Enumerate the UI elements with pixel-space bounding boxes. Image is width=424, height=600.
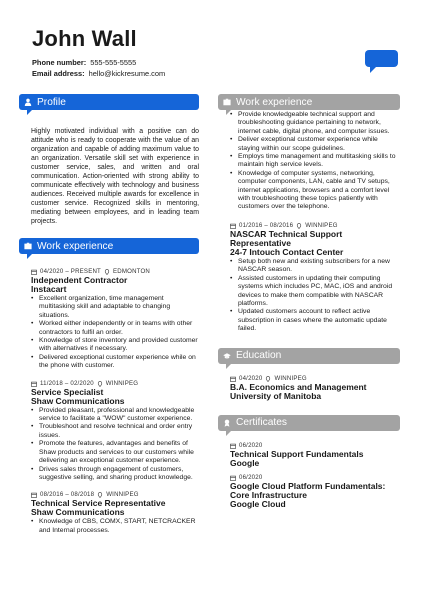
job-company: Shaw Communications [31,395,125,406]
job-bullets [230,258,400,334]
certificate-entry [230,474,400,509]
list-item: • Worked either independently or in teams with other contractors to fulfil an order. [31,320,199,337]
job-title: Independent Contractor [31,275,128,285]
list-item: • Updated customers account to reflect active subscription in cases where the automatic update failed. [230,308,400,333]
job-location: WINNIPEG [305,221,338,229]
work-heading-right [218,94,400,110]
education-heading-label: Education [236,350,282,362]
list-item: • Employs time management and multitasking skills to maintain high service levels. [230,153,400,170]
list-item: • Knowledge of CBS, COMX, START, NETCRACKER and Internal processes. [31,518,199,535]
email-label: Email address: [32,69,85,78]
job-location: WINNIPEG [105,379,139,387]
certificates-heading [218,415,400,431]
work-heading-label: Work experience [37,240,114,252]
education-location: WINNIPEG [274,374,307,382]
briefcase-icon [24,242,32,250]
job-entry [31,491,199,535]
list-item: • Provide knowledgeable technical support and troubleshooting guidance pertaining to network, internet cable, digital phone, and computer issues. [230,111,400,136]
job-dates: 11/2018 – 02/2020 [40,379,94,387]
work-heading-left [19,238,199,254]
email-value: hello@kickresume.com [88,69,166,78]
list-item: • Knowledge of computer systems, networking, computer components, LAN, cable and TV setups, internet applications, browsers and a comfort level with troubleshooting these topics patiently with customers over the telephone. [230,170,400,212]
job-dates: 04/2020 – PRESENT [40,268,101,275]
list-item: • Deliver exceptional customer experience while staying within our scope guidelines. [230,136,400,153]
list-item: • Delivered exceptional customer experience while on the phone with customer. [31,354,199,371]
list-item: • Assisted customers in updating their computing systems which includes PC, MAC, iOS and android devices to make them compatible with NASCAR platforms. [230,275,400,309]
award-icon [223,419,231,427]
briefcase-icon [223,98,231,106]
location-pin-icon [97,381,103,387]
job-bullets [31,295,199,371]
job-title: Service Specialist [31,386,104,397]
education-entry [230,375,400,401]
job-company: 24-7 Intouch Contact Center [230,246,344,257]
work-heading-label: Work experience [236,96,313,108]
graduation-cap-icon [223,352,231,360]
location-pin-icon [296,223,302,229]
location-pin-icon [265,376,271,382]
list-item: • Setup both new and existing subscribers for a new NASCAR season. [230,258,400,275]
calendar-icon [230,443,236,449]
right-column [218,94,400,509]
education-heading [218,348,400,364]
job-location: EDMONTON [112,268,151,275]
left-column [19,94,199,535]
certificate-issuer: Google Cloud [230,498,286,509]
certificate-name: Google Cloud Platform Fundamentals: Core Infrastructure [230,480,386,500]
job-dates: 08/2016 – 08/2018 [40,491,95,499]
list-item: • Drives sales through engagement of customers, suggestive selling, and sharing product knowledge. [31,466,199,483]
profile-text: Highly motivated individual with a positive can do attitude who is ready to cooperate with the value of an organization and capable of adding maximum value to an organization. Versatile skill set with experience in customer service, sales, and written and oral communication. Action-oriented with strong ability to communicate effectively with technology and business audiences. Received multiple awards for excellence in customer service. Recognized skills in mentoring, mediating between employees, and in leading team projects. [31,128,199,225]
certificate-name: Technical Support Fundamentals [230,448,364,459]
job-entry [31,380,199,483]
calendar-icon [230,475,236,481]
job-dates: 01/2016 – 08/2016 [239,221,294,229]
education-dates: 04/2020 [239,374,263,382]
certificate-entry [230,442,400,468]
calendar-icon [230,223,236,229]
job-location: WINNIPEG [106,491,139,499]
job-bullets [31,407,199,483]
speech-bubble-icon [365,50,398,67]
education-degree: B.A. Economics and Management [230,381,367,392]
job-company: Shaw Communications [31,507,125,518]
certificate-date: 06/2020 [239,473,263,481]
education-school: University of Manitoba [230,390,322,401]
job-title: Technical Service Representative [31,498,166,509]
candidate-name: John Wall [32,26,137,51]
calendar-icon [230,376,236,382]
list-item: • Provided pleasant, professional and knowledgeable service to facilitate a "WOW" customer experience. [31,407,199,424]
phone-label: Phone number: [32,58,87,67]
certificates-heading-label: Certificates [236,417,287,429]
profile-heading [19,94,199,110]
certificate-date: 06/2020 [239,441,263,449]
phone-value: 555-555-5555 [90,58,137,67]
calendar-icon [31,381,37,387]
job-company: Instacart [31,284,67,294]
email-row [32,68,165,79]
list-item: • Promote the features, advantages and benefits of Shaw products and services to our customers while delivering an exceptional customer experience. [31,440,199,465]
list-item: • Troubleshoot and resolve technical and order entry issues. [31,423,199,440]
job-entry [230,222,400,334]
phone-row [32,57,165,68]
profile-heading-label: Profile [37,96,66,108]
list-item: • Knowledge of store inventory and provided customer with alternatives if necessary. [31,337,199,354]
job-title: NASCAR Technical Support Representative [230,228,343,248]
job-entry [31,268,199,371]
contact-block [32,57,165,79]
list-item: • Excellent organization, time management multitasking skill and adaptable to changing situations. [31,295,199,320]
user-icon [24,98,32,106]
job-bullets [31,518,199,535]
job-bullets [230,111,400,212]
certificate-issuer: Google [230,457,260,468]
